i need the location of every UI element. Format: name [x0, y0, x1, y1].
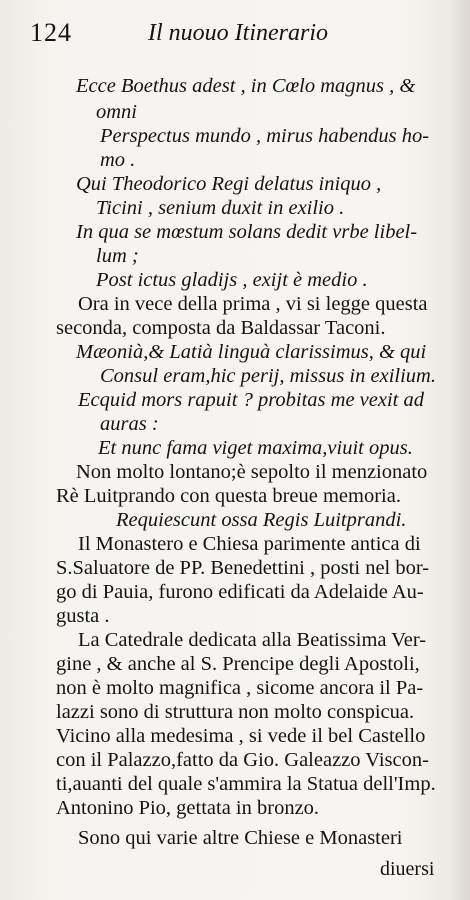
text-line: Rè Luitprando con questa breue memoria.: [56, 485, 401, 507]
text-line: gine , & anche al S. Prencipe degli Apostoli,: [56, 653, 420, 675]
text-line: Ecquid mors rapuit ? probitas me vexit ad: [78, 389, 424, 411]
text-line: Et nunc fama viget maxima,viuit opus.: [98, 437, 413, 459]
text-line: La Catedrale dedicata alla Beatissima Ver-: [78, 629, 427, 651]
text-line: auras :: [100, 413, 159, 435]
page-header: [0, 18, 470, 58]
text-line: In qua se mœstum solans dedit vrbe libel-: [76, 221, 418, 243]
text-line: Post ictus gladijs , exijt è medio .: [96, 269, 368, 291]
text-line: omni: [96, 101, 137, 123]
text-line: Qui Theodorico Regi delatus iniquo ,: [76, 173, 382, 195]
text-line: Ecce Boethus adest , in Cœlo magnus , &: [76, 75, 416, 97]
text-line: Ora in vece della prima , vi si legge questa: [78, 293, 428, 315]
text-line: S.Saluatore de PP. Benedettini , posti nel bor-: [56, 557, 430, 579]
text-line: lum ;: [96, 245, 139, 267]
text-line: Non molto lontano;è sepolto il menzionato: [76, 461, 428, 483]
text-line: Mæonià,& Latià linguà clarissimus, & qui: [76, 341, 427, 363]
running-title: Il nuouo Itinerario: [148, 20, 328, 46]
text-line: Sono qui varie altre Chiese e Monasteri: [78, 827, 403, 849]
text-line: mo .: [100, 149, 136, 171]
text-line: go di Pauia, furono edificati da Adelaide Au-: [56, 581, 424, 603]
page-number: 124: [30, 18, 72, 47]
page-edge-shadow: [448, 0, 470, 900]
text-line: Vicino alla medesima , si vede il bel Castello: [56, 725, 426, 747]
text-line: con il Palazzo,fatto da Gio. Galeazzo Viscon-: [56, 749, 429, 771]
text-line: gusta .: [56, 605, 110, 627]
text-line: Il Monastero e Chiesa parimente antica di: [78, 533, 421, 555]
text-line: Perspectus mundo , mirus habendus ho-: [100, 125, 430, 147]
catchword: diuersi: [380, 858, 435, 880]
text-line: Requiescunt ossa Regis Luitprandi.: [116, 509, 407, 531]
text-line: Antonino Pio, gettata in bronzo.: [56, 797, 320, 819]
text-line: ti,auanti del quale s'ammira la Statua dell'Imp.: [56, 773, 436, 795]
text-line: lazzi sono di struttura non molto conspicua.: [56, 701, 415, 723]
text-line: Consul eram,hic perij, missus in exilium.: [100, 365, 436, 387]
text-line: Ticini , senium duxit in exilio .: [96, 197, 345, 219]
text-line: non è molto magnifica , sicome ancora il Pa-: [56, 677, 424, 699]
text-line: seconda, composta da Baldassar Taconi.: [56, 317, 386, 339]
